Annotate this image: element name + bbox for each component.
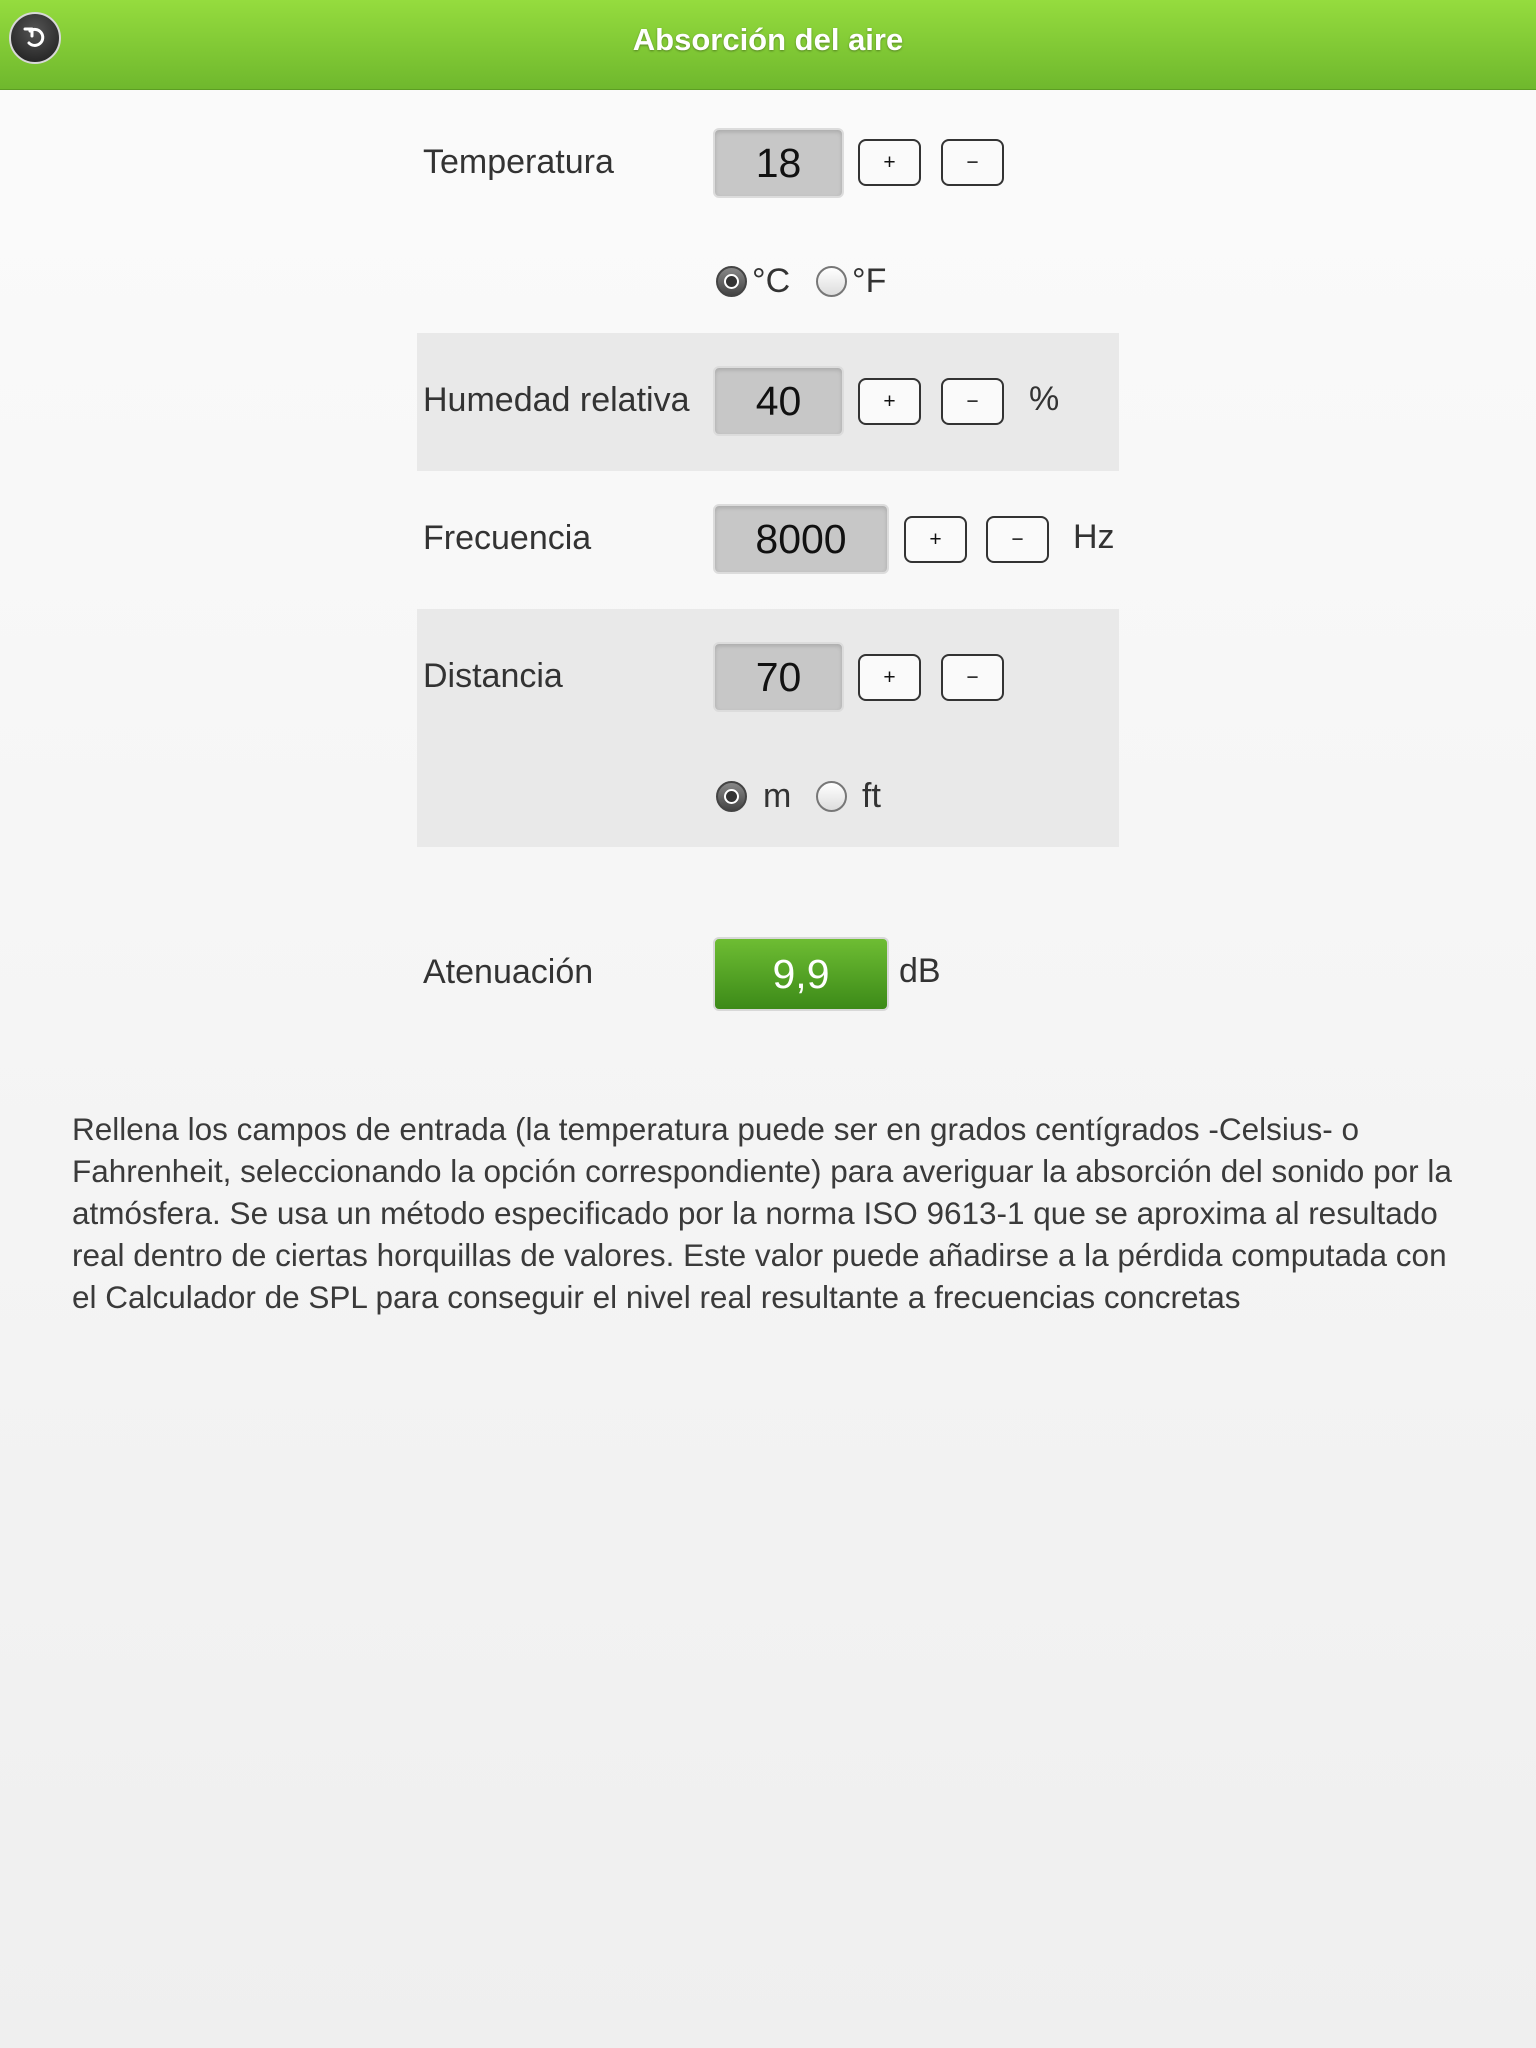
celsius-radio[interactable] (716, 266, 747, 297)
description-text: Rellena los campos de entrada (la temperatura puede ser en grados centígrados -Celsius- o Fahrenheit, seleccionando la opción correspondiente) para averiguar la absorción del sonido por la atmósfera. Se usa un método especificado por la norma ISO 9613-1 que se aproxima al resultado real dentro de ciertas horquillas de valores. Este valor puede añadirse a la pérdida computada con el Calculador de SPL para conseguir el nivel real resultante a frecuencias concretas (72, 1111, 1452, 1315)
page-title: Absorción del aire (632, 22, 904, 57)
fahrenheit-radio[interactable] (816, 266, 847, 297)
meters-radio[interactable] (716, 781, 747, 812)
frequency-value-field[interactable]: 8000 (713, 504, 889, 574)
title-bar (0, 0, 1536, 90)
fahrenheit-label: °F (852, 262, 887, 300)
distance-label: Distancia (423, 657, 563, 695)
feet-radio[interactable] (816, 781, 847, 812)
meters-label: m (763, 777, 792, 815)
humidity-unit: % (1029, 380, 1060, 418)
attenuation-label: Atenuación (423, 953, 594, 991)
temperature-minus-button[interactable]: − (941, 139, 1004, 186)
temperature-label: Temperatura (423, 143, 614, 181)
distance-minus-button[interactable]: − (941, 654, 1004, 701)
humidity-value-field[interactable]: 40 (713, 366, 844, 436)
frequency-plus-button[interactable]: + (904, 516, 967, 563)
humidity-plus-button[interactable]: + (858, 378, 921, 425)
humidity-label: Humedad relativa (423, 381, 690, 419)
feet-label: ft (862, 777, 881, 815)
frequency-label: Frecuencia (423, 519, 592, 557)
humidity-minus-button[interactable]: − (941, 378, 1004, 425)
frequency-minus-button[interactable]: − (986, 516, 1049, 563)
attenuation-result: 9,9 (713, 937, 889, 1011)
distance-plus-button[interactable]: + (858, 654, 921, 701)
celsius-label: °C (752, 262, 791, 300)
attenuation-unit: dB (899, 952, 941, 990)
distance-value-field[interactable]: 70 (713, 642, 844, 712)
frequency-unit: Hz (1073, 518, 1115, 556)
temperature-plus-button[interactable]: + (858, 139, 921, 186)
temperature-value-field[interactable]: 18 (713, 128, 844, 198)
